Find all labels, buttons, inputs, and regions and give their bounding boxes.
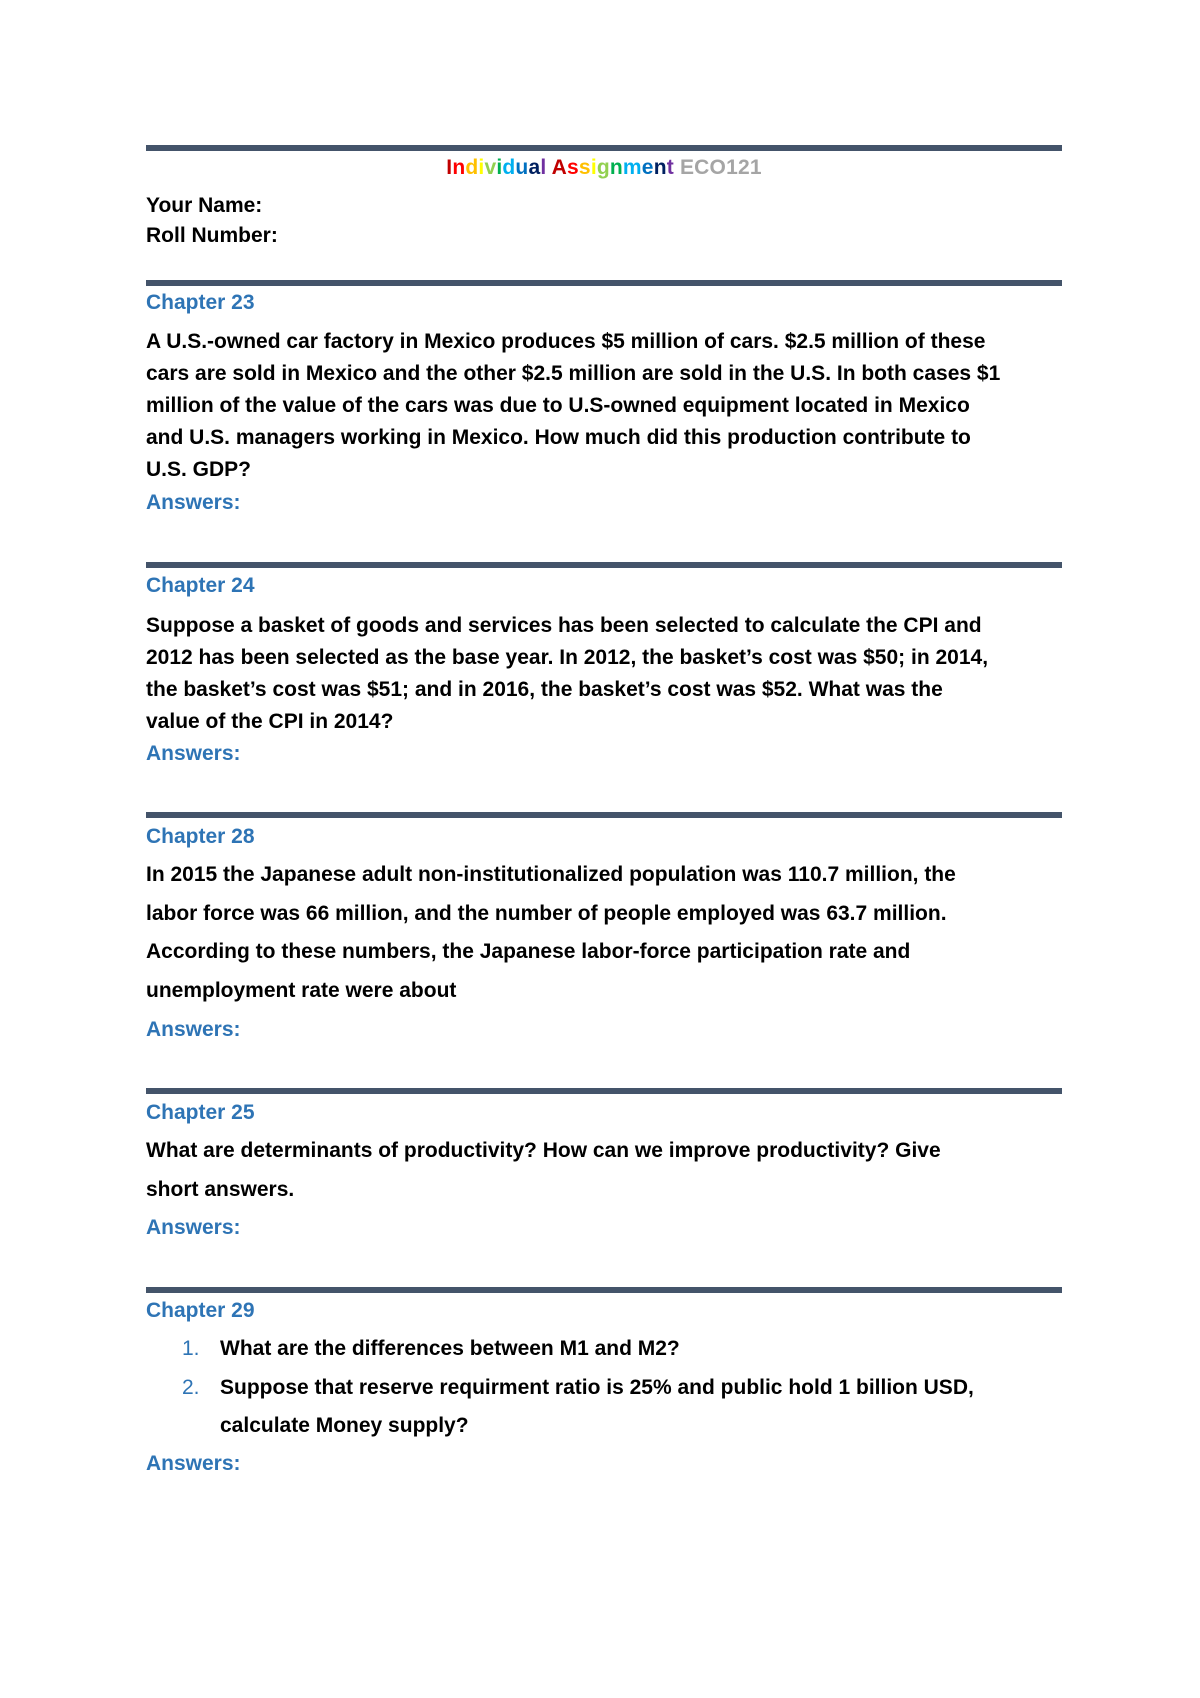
chapter-29-heading: Chapter 29 <box>146 1299 255 1322</box>
title-letter: d <box>502 156 516 179</box>
question-line: million of the value of the cars was due to U.S-owned equipment located in Mexico <box>146 394 970 417</box>
name-label: Your Name: <box>146 194 263 217</box>
question-line: What are determinants of productivity? How can we improve productivity? Give <box>146 1139 941 1162</box>
chapter-24-answers-label: Answers: <box>146 742 241 765</box>
chapter-28-answers-label: Answers: <box>146 1018 241 1041</box>
title-letter: n <box>609 156 623 179</box>
question-line: 2012 has been selected as the base year. In 2012, the basket’s cost was $50; in 2014, <box>146 646 989 669</box>
question-line: calculate Money supply? <box>220 1414 469 1437</box>
divider-chapter-23 <box>146 280 1062 286</box>
divider-chapter-28 <box>146 812 1062 818</box>
title-letter: g <box>596 156 610 179</box>
title-letter: v <box>484 156 497 179</box>
chapter-23-heading: Chapter 23 <box>146 291 255 314</box>
title-letter: ECO121 <box>673 156 762 179</box>
title-letter: l <box>540 156 547 179</box>
chapter-23-question <box>146 326 1062 486</box>
title-letter: i <box>478 156 485 179</box>
chapter-24-question <box>146 610 1062 738</box>
title-letter: A <box>551 156 568 179</box>
chapter-25-heading: Chapter 25 <box>146 1101 255 1124</box>
chapter-29-answers-label: Answers: <box>146 1452 241 1475</box>
question-line: In 2015 the Japanese adult non-institutionalized population was 110.7 million, the <box>146 863 956 886</box>
chapter-28-question <box>146 856 1062 1010</box>
question-line: value of the CPI in 2014? <box>146 710 394 733</box>
list-item-number: 2. <box>182 1375 200 1399</box>
title-letter: n <box>653 156 667 179</box>
title-letter: u <box>515 156 529 179</box>
question-line: According to these numbers, the Japanese labor-force participation rate and <box>146 940 911 963</box>
assignment-title <box>146 156 1062 180</box>
divider-chapter-24 <box>146 562 1062 568</box>
question-line: unemployment rate were about <box>146 978 457 1002</box>
question-line: short answers. <box>146 1177 295 1201</box>
chapter-23-answers-label: Answers: <box>146 491 241 514</box>
question-line: cars are sold in Mexico and the other $2.5 million are sold in the U.S. In both cases $1 <box>146 362 1001 385</box>
title-letter: s <box>567 156 579 179</box>
title-letter: t <box>666 156 674 179</box>
chapter-25-question <box>146 1132 1062 1209</box>
title-letter: I <box>446 156 453 179</box>
question-line: What are the differences between M1 and M2? <box>220 1337 680 1360</box>
chapter-25-answers-label: Answers: <box>146 1216 241 1239</box>
divider-chapter-25 <box>146 1088 1062 1094</box>
title-letter: m <box>622 156 642 179</box>
title-letter: a <box>528 156 541 179</box>
question-line: and U.S. managers working in Mexico. How much did this production contribute to <box>146 426 971 449</box>
divider-top <box>146 145 1062 151</box>
question-line: Suppose that reserve requirment ratio is 25% and public hold 1 billion USD, <box>220 1375 974 1399</box>
divider-chapter-29 <box>146 1287 1062 1293</box>
question-line: Suppose a basket of goods and services has been selected to calculate the CPI and <box>146 614 982 637</box>
chapter-24-heading: Chapter 24 <box>146 574 255 597</box>
question-line: labor force was 66 million, and the number of people employed was 63.7 million. <box>146 901 947 925</box>
chapter-29-question-list <box>146 1330 1062 1446</box>
title-letter: d <box>465 156 479 179</box>
chapter-28-heading: Chapter 28 <box>146 825 255 848</box>
title-letter: i <box>496 156 503 179</box>
title-letter: i <box>590 156 597 179</box>
title-letter: s <box>578 156 591 179</box>
question-line: U.S. GDP? <box>146 458 252 481</box>
roll-number-label: Roll Number: <box>146 224 278 247</box>
title-letter: n <box>452 156 466 179</box>
title-letter: e <box>641 156 654 179</box>
question-line: the basket’s cost was $51; and in 2016, the basket’s cost was $52. What was the <box>146 678 943 701</box>
list-item <box>146 1369 1062 1446</box>
question-line: A U.S.-owned car factory in Mexico produces $5 million of cars. $2.5 million of these <box>146 330 986 353</box>
list-item-number: 1. <box>182 1337 200 1360</box>
list-item <box>146 1330 1062 1369</box>
